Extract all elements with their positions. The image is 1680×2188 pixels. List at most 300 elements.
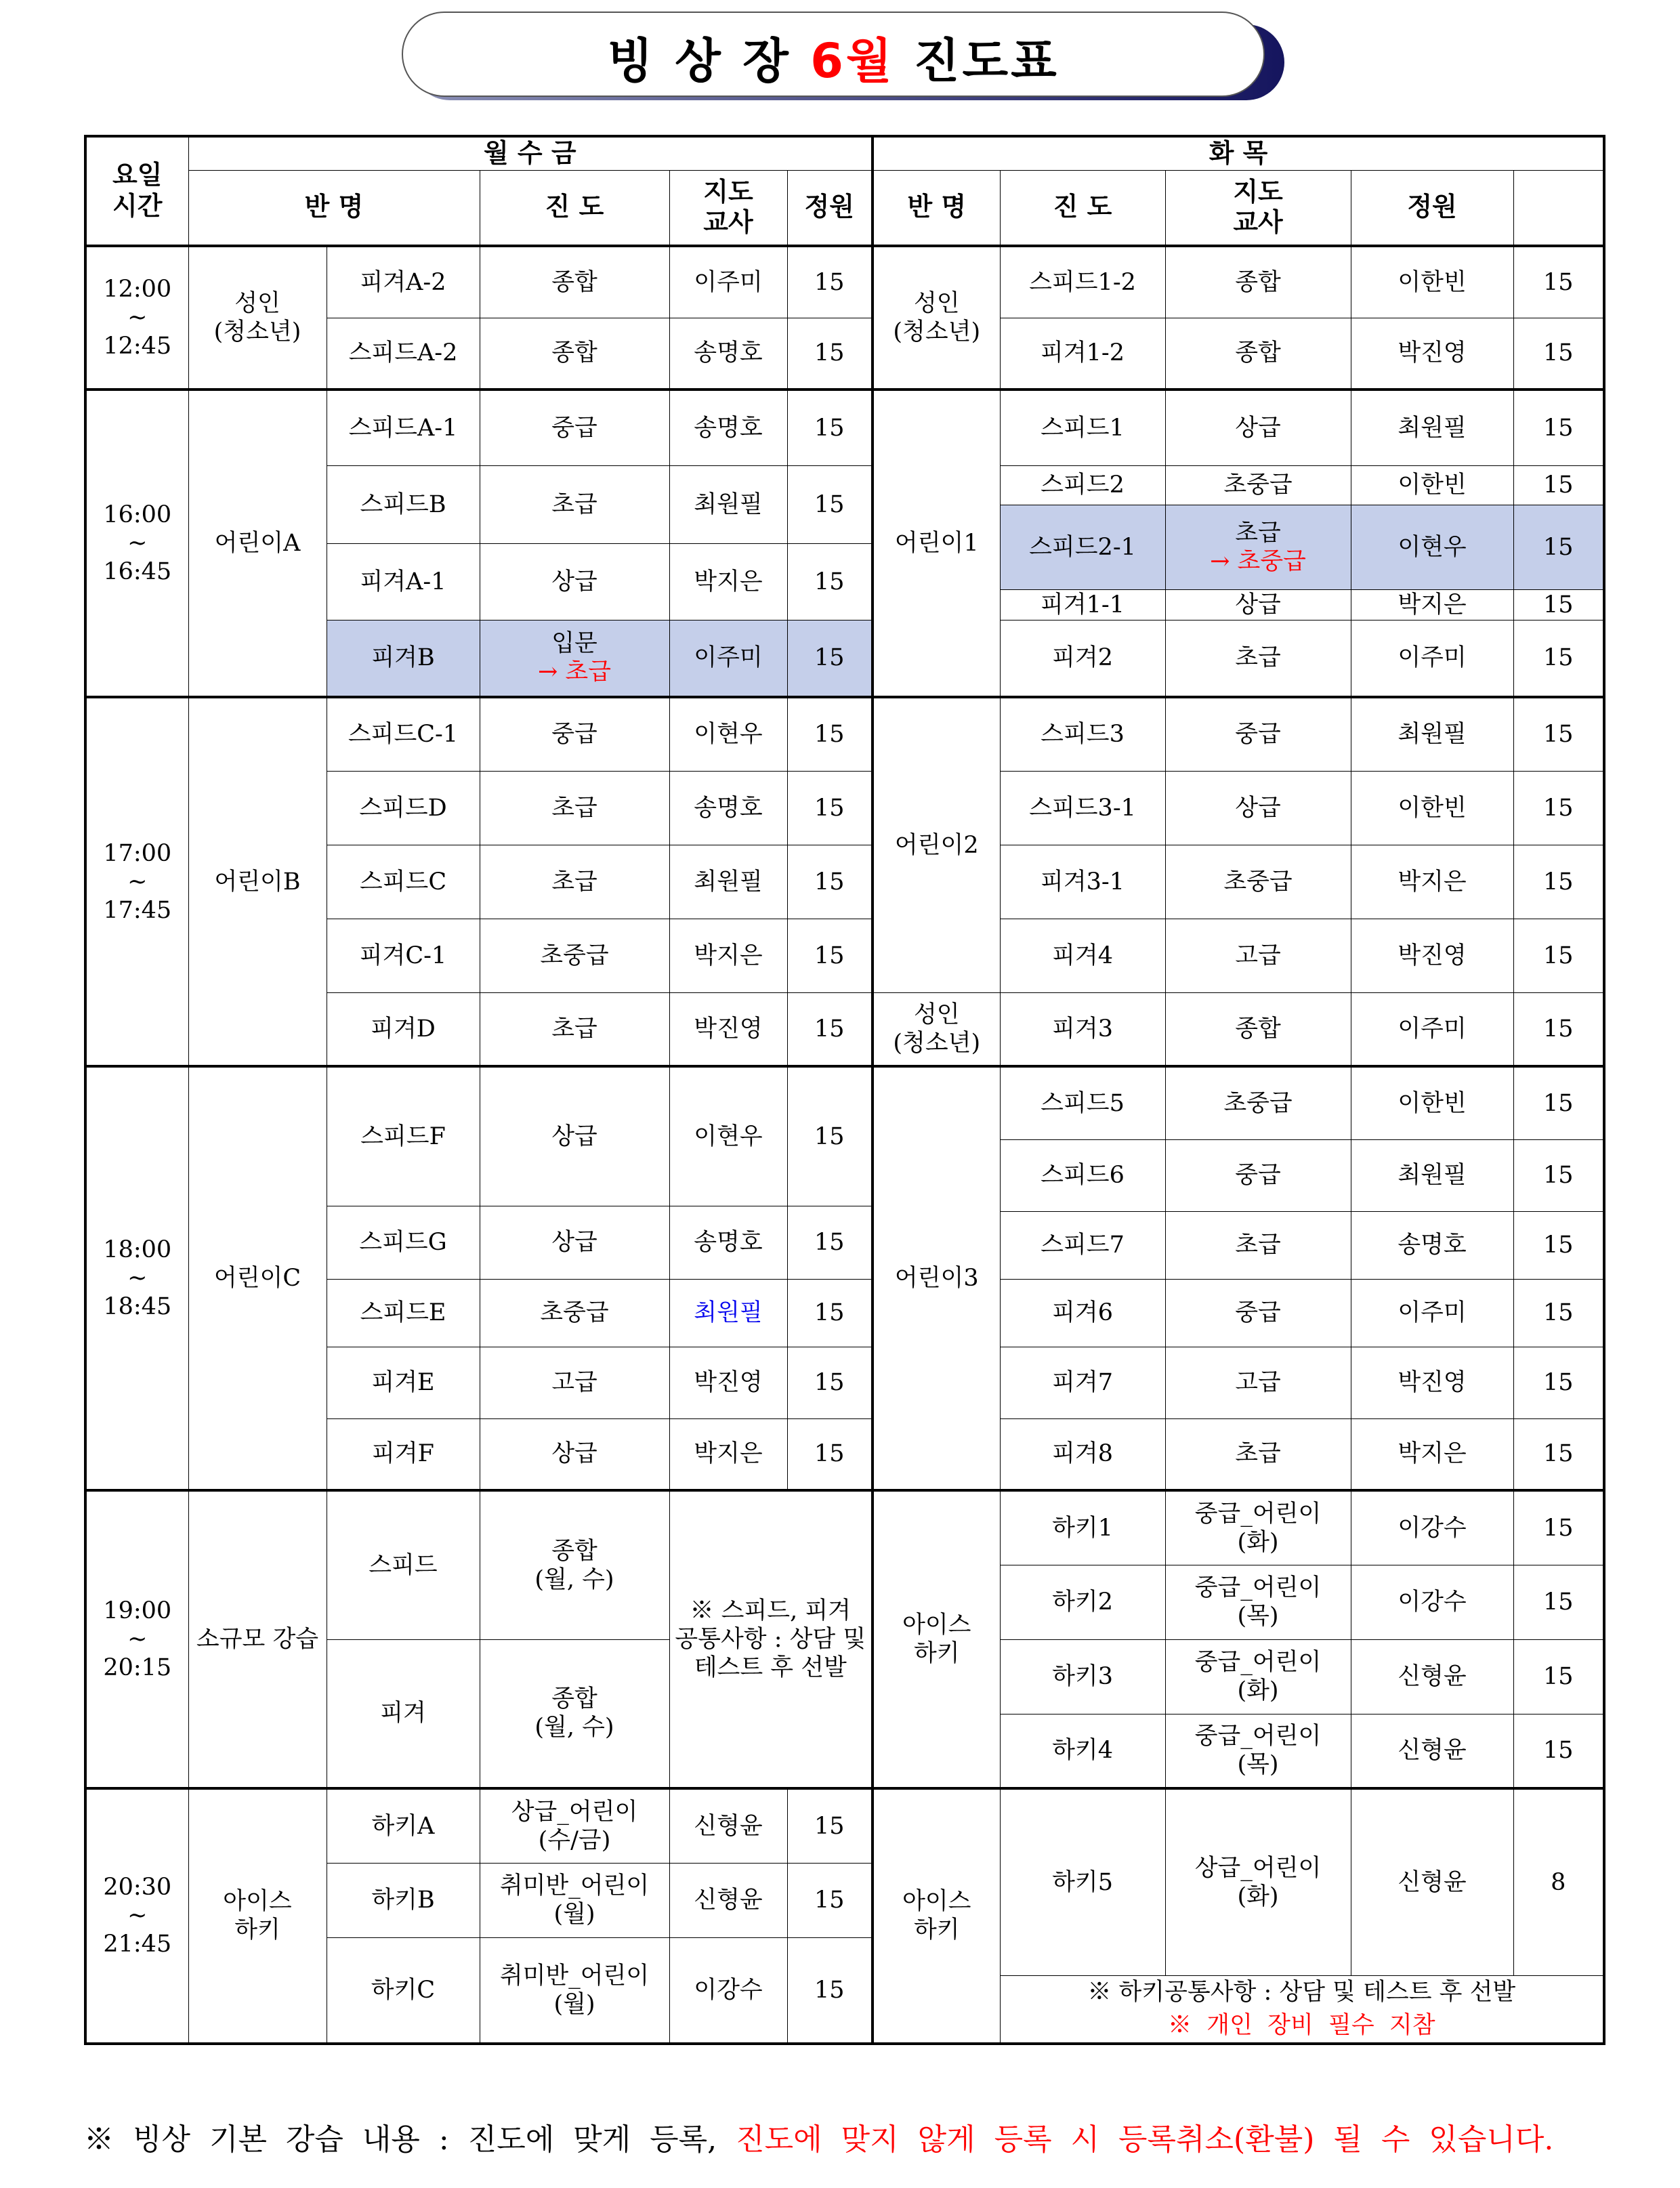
right-level-text: 고급 xyxy=(1235,942,1281,969)
right-teacher-text: 이한빈 xyxy=(1398,1089,1467,1117)
left-level-text: 초급 xyxy=(551,1015,597,1043)
right-level xyxy=(1165,505,1351,589)
left-level xyxy=(480,771,669,845)
right-capacity xyxy=(1513,1066,1604,1139)
left-class xyxy=(327,771,480,845)
left-level-text: 종합 (월, 수) xyxy=(534,1537,614,1593)
left-capacity xyxy=(787,246,873,318)
right-teacher-text: 박지은 xyxy=(1398,1440,1467,1468)
left-capacity xyxy=(787,318,873,390)
left-class-text: 스피드 xyxy=(369,1551,438,1579)
right-capacity xyxy=(1513,620,1604,697)
right-class xyxy=(1000,1279,1165,1347)
left-teacher-text: 송명호 xyxy=(694,339,763,367)
left-capacity xyxy=(787,543,873,620)
left-capacity-text: 15 xyxy=(814,1122,845,1150)
left-group-text: 성인 (청소년) xyxy=(213,290,301,345)
time-slot-text: 19:00 ~ 20:15 xyxy=(103,1597,172,1681)
right-teacher-text: 이한빈 xyxy=(1398,471,1467,499)
right-class xyxy=(1000,1418,1165,1490)
right-capacity-text: 15 xyxy=(1543,1232,1574,1259)
left-teacher-text: 이강수 xyxy=(694,1976,763,2004)
right-class xyxy=(1000,318,1165,390)
right-level-text: 중급 xyxy=(1235,1162,1281,1189)
right-class xyxy=(1000,1788,1165,1975)
right-teacher xyxy=(1351,1639,1513,1714)
header-capacity xyxy=(787,170,873,246)
right-capacity-text: 15 xyxy=(1543,268,1574,296)
right-capacity xyxy=(1513,1347,1604,1418)
right-level-text: 상급 xyxy=(1235,591,1281,618)
right-level xyxy=(1165,1066,1351,1139)
header-class-name xyxy=(873,170,1000,246)
table-row xyxy=(85,136,1604,170)
left-capacity-text: 15 xyxy=(814,568,845,595)
left-class xyxy=(327,919,480,992)
left-capacity xyxy=(787,1937,873,2044)
left-teacher xyxy=(669,1863,787,1937)
header-capacity-text: 정원 xyxy=(1407,192,1457,222)
right-teacher xyxy=(1351,1490,1513,1565)
title-suffix: 진도표 xyxy=(894,33,1059,89)
right-teacher xyxy=(1351,1565,1513,1639)
left-class-text: 스피드B xyxy=(360,490,446,518)
right-group xyxy=(873,246,1000,390)
right-level-text: 중급_어린이 (목) xyxy=(1194,1574,1322,1630)
right-capacity xyxy=(1513,1639,1604,1714)
right-capacity-text: 15 xyxy=(1543,1369,1574,1396)
left-class xyxy=(327,620,480,697)
time-slot-text: 16:00 ~ 16:45 xyxy=(103,501,172,585)
left-teacher xyxy=(669,246,787,318)
time-slot-text: 18:00 ~ 18:45 xyxy=(103,1236,172,1320)
header-group-tue-thu xyxy=(873,136,1604,170)
header-teacher-text: 지도 교사 xyxy=(1233,176,1283,238)
title-prefix: 빙 상 장 xyxy=(607,33,811,89)
left-capacity-text: 15 xyxy=(814,1440,845,1468)
right-class xyxy=(1000,1139,1165,1211)
left-group xyxy=(188,390,327,697)
right-group-2-text: 성인 (청소년) xyxy=(893,1001,981,1057)
left-capacity xyxy=(787,919,873,992)
left-level-text: 초급 xyxy=(551,490,597,518)
right-class xyxy=(1000,246,1165,318)
right-capacity-text: 15 xyxy=(1543,794,1574,822)
left-level xyxy=(480,1788,669,1863)
table-row xyxy=(85,246,1604,318)
right-capacity-text: 15 xyxy=(1543,942,1574,969)
left-class-text: 피겨C-1 xyxy=(359,942,447,969)
left-group xyxy=(188,246,327,390)
right-teacher xyxy=(1351,697,1513,771)
header-group-tue-thu-text: 화 목 xyxy=(1209,138,1268,168)
left-level xyxy=(480,1639,669,1788)
left-teacher xyxy=(669,1937,787,2044)
footer-note-red: 진도에 맞지 않게 등록 시 등록취소(환불) 될 수 있습니다. xyxy=(736,2122,1554,2157)
right-capacity xyxy=(1513,1788,1604,1975)
right-class xyxy=(1000,1490,1165,1565)
right-level-text: 상급_어린이 (화) xyxy=(1194,1854,1322,1910)
right-teacher xyxy=(1351,620,1513,697)
right-class xyxy=(1000,1565,1165,1639)
left-capacity-text: 15 xyxy=(814,414,845,442)
left-teacher-text: 박지은 xyxy=(694,942,763,969)
right-group xyxy=(873,697,1000,992)
right-teacher-text: 박진영 xyxy=(1398,339,1467,367)
left-teacher xyxy=(669,771,787,845)
left-class-text: 하키B xyxy=(371,1887,435,1914)
right-teacher-text: 이한빈 xyxy=(1398,794,1467,822)
right-level xyxy=(1165,992,1351,1066)
left-capacity-text: 15 xyxy=(814,490,845,518)
right-group xyxy=(873,390,1000,697)
right-capacity-text: 15 xyxy=(1543,1663,1574,1690)
left-level-text: 중급 xyxy=(551,721,597,749)
right-teacher-text: 이주미 xyxy=(1398,1015,1467,1043)
left-capacity-text: 15 xyxy=(814,1369,845,1396)
left-teacher xyxy=(669,1206,787,1279)
left-class-text: 하키A xyxy=(371,1812,435,1840)
right-class-text: 하키3 xyxy=(1052,1663,1113,1690)
right-level-text: 초급 xyxy=(1235,1440,1281,1468)
right-class-text: 피겨8 xyxy=(1052,1440,1113,1468)
left-level xyxy=(480,1490,669,1639)
left-level-text: 종합 xyxy=(551,268,597,296)
left-class xyxy=(327,845,480,919)
right-level xyxy=(1165,845,1351,919)
right-level xyxy=(1165,1279,1351,1347)
left-class-text: 피겨A-1 xyxy=(360,568,446,595)
right-class-text: 스피드3-1 xyxy=(1029,794,1136,822)
left-teacher xyxy=(669,919,787,992)
right-level xyxy=(1165,1211,1351,1279)
right-capacity xyxy=(1513,845,1604,919)
right-teacher xyxy=(1351,246,1513,318)
right-group-text: 어린이3 xyxy=(894,1265,979,1292)
right-capacity xyxy=(1513,465,1604,505)
left-class-text: 피겨 xyxy=(380,1700,426,1727)
left-capacity-text: 15 xyxy=(814,942,845,969)
left-level-text: 초급 xyxy=(551,794,597,822)
left-capacity xyxy=(787,992,873,1066)
left-level-text: 초중급 xyxy=(540,1299,609,1326)
left-capacity xyxy=(787,771,873,845)
left-class xyxy=(327,318,480,390)
left-class xyxy=(327,697,480,771)
time-slot xyxy=(85,1788,188,2044)
left-teacher-text: 송명호 xyxy=(694,414,763,442)
title-month: 6월 xyxy=(810,33,895,89)
left-level-text: 상급 xyxy=(551,1440,597,1468)
left-level xyxy=(480,390,669,465)
right-teacher-text: 최원필 xyxy=(1398,721,1467,749)
right-level xyxy=(1165,620,1351,697)
right-level xyxy=(1165,1347,1351,1418)
left-teacher-text: 최원필 xyxy=(694,1299,763,1326)
right-level xyxy=(1165,246,1351,318)
right-level-text: 초급 xyxy=(1235,644,1281,672)
left-class xyxy=(327,1639,480,1788)
left-class-text: 스피드A-2 xyxy=(348,339,458,367)
right-class xyxy=(1000,1347,1165,1418)
right-teacher-text: 이주미 xyxy=(1398,1299,1467,1326)
left-teacher-text: 이현우 xyxy=(694,721,763,749)
left-capacity-text: 15 xyxy=(814,1299,845,1326)
right-teacher-text: 신형윤 xyxy=(1398,1663,1467,1690)
left-class xyxy=(327,1279,480,1347)
left-capacity-text: 15 xyxy=(814,721,845,749)
left-capacity xyxy=(787,1347,873,1418)
right-level xyxy=(1165,1714,1351,1788)
right-capacity-text: 15 xyxy=(1543,1089,1574,1117)
time-slot xyxy=(85,1066,188,1490)
right-class-text: 스피드2 xyxy=(1041,471,1125,499)
left-teacher xyxy=(669,992,787,1066)
right-class-text: 피겨4 xyxy=(1052,942,1113,969)
right-level-text: 중급 xyxy=(1235,721,1281,749)
right-level xyxy=(1165,1639,1351,1714)
right-teacher-text: 박지은 xyxy=(1398,591,1467,618)
table-row xyxy=(85,1788,1604,1863)
left-capacity-text: 15 xyxy=(814,1976,845,2004)
right-level-text: 종합 xyxy=(1235,1015,1281,1043)
time-slot xyxy=(85,1490,188,1788)
header-teacher-text: 지도 교사 xyxy=(703,176,753,238)
left-teacher-text: 송명호 xyxy=(694,1229,763,1256)
right-capacity xyxy=(1513,390,1604,465)
right-class-text: 스피드1-2 xyxy=(1029,268,1136,296)
right-teacher-text: 이한빈 xyxy=(1398,268,1467,296)
left-note xyxy=(669,1490,873,1788)
right-capacity-text: 15 xyxy=(1543,868,1574,896)
title-banner xyxy=(401,11,1288,103)
right-level xyxy=(1165,1565,1351,1639)
schedule-table xyxy=(84,135,1605,2045)
right-level xyxy=(1165,1139,1351,1211)
right-class xyxy=(1000,771,1165,845)
right-class-text: 하키5 xyxy=(1052,1868,1113,1896)
left-level-text: 입문 xyxy=(551,630,597,658)
time-slot xyxy=(85,697,188,1066)
left-class xyxy=(327,992,480,1066)
left-capacity-text: 15 xyxy=(814,644,845,672)
left-teacher-text: 최원필 xyxy=(694,490,763,518)
left-capacity xyxy=(787,1788,873,1863)
left-class-text: 스피드F xyxy=(360,1122,446,1150)
right-group-text: 아이스 하키 xyxy=(902,1612,971,1667)
left-capacity-text: 15 xyxy=(814,339,845,367)
left-class-text: 피겨F xyxy=(372,1440,434,1468)
left-class-text: 하키C xyxy=(371,1976,436,2004)
right-capacity xyxy=(1513,992,1604,1066)
header-group-mon-wed-fri-text: 월 수 금 xyxy=(483,138,576,168)
right-capacity xyxy=(1513,1714,1604,1788)
right-capacity-text: 15 xyxy=(1543,414,1574,442)
left-teacher xyxy=(669,465,787,543)
right-class-text: 피겨3 xyxy=(1052,1015,1113,1043)
right-level-text: 초중급 xyxy=(1223,471,1293,499)
left-class xyxy=(327,1066,480,1206)
right-capacity xyxy=(1513,1139,1604,1211)
right-level-change: → 초중급 xyxy=(1210,547,1306,575)
left-group xyxy=(188,1066,327,1490)
left-level xyxy=(480,1066,669,1206)
right-teacher xyxy=(1351,1066,1513,1139)
left-level xyxy=(480,1418,669,1490)
right-teacher-text: 박지은 xyxy=(1398,868,1467,896)
left-class-text: 스피드A-1 xyxy=(348,414,458,442)
right-level xyxy=(1165,1490,1351,1565)
right-teacher xyxy=(1351,845,1513,919)
left-teacher xyxy=(669,1279,787,1347)
left-teacher-text: 이주미 xyxy=(694,644,763,672)
right-note-text: ※ 하키공통사항 : 상담 및 테스트 후 선발 xyxy=(1087,1978,1516,2006)
time-slot-text: 12:00 ~ 12:45 xyxy=(103,276,172,360)
header-group-mon-wed-fri xyxy=(188,136,873,170)
right-group-text: 아이스 하키 xyxy=(902,1888,971,1944)
right-teacher xyxy=(1351,1347,1513,1418)
left-teacher-text: 박진영 xyxy=(694,1015,763,1043)
right-capacity xyxy=(1513,697,1604,771)
right-capacity-text: 15 xyxy=(1543,339,1574,367)
left-level xyxy=(480,1347,669,1418)
header-class-name xyxy=(188,170,480,246)
left-group-text: 어린이A xyxy=(214,530,301,557)
right-class xyxy=(1000,1639,1165,1714)
left-class xyxy=(327,1347,480,1418)
left-level xyxy=(480,1279,669,1347)
right-class-text: 피겨7 xyxy=(1052,1369,1113,1396)
right-capacity-text: 15 xyxy=(1543,1162,1574,1189)
right-note xyxy=(1000,1975,1604,2044)
right-level-text: 종합 xyxy=(1235,339,1281,367)
right-level xyxy=(1165,1788,1351,1975)
right-class xyxy=(1000,589,1165,620)
right-class-text: 피겨2 xyxy=(1052,644,1113,672)
header-time-label: 시간 xyxy=(112,191,163,221)
right-teacher-text: 박진영 xyxy=(1398,1369,1467,1396)
left-level xyxy=(480,620,669,697)
left-class xyxy=(327,1490,480,1639)
left-capacity-text: 15 xyxy=(814,1229,845,1256)
header-teacher xyxy=(1165,170,1351,246)
right-class-text: 하키2 xyxy=(1052,1589,1113,1616)
header-teacher xyxy=(669,170,787,246)
time-slot xyxy=(85,246,188,390)
left-level xyxy=(480,246,669,318)
right-teacher-text: 신형윤 xyxy=(1398,1737,1467,1765)
left-note-text: ※ 스피드, 피겨 공통사항 : 상담 및 테스트 후 선발 xyxy=(675,1597,866,1681)
left-capacity xyxy=(787,1066,873,1206)
right-class-text: 스피드1 xyxy=(1041,414,1125,442)
right-class xyxy=(1000,845,1165,919)
left-level xyxy=(480,919,669,992)
right-class xyxy=(1000,1066,1165,1139)
right-teacher xyxy=(1351,1139,1513,1211)
right-class-text: 피겨1-1 xyxy=(1041,591,1125,618)
right-capacity-text: 8 xyxy=(1551,1868,1566,1896)
right-level xyxy=(1165,465,1351,505)
right-class xyxy=(1000,465,1165,505)
right-level xyxy=(1165,919,1351,992)
left-capacity xyxy=(787,1418,873,1490)
right-teacher-text: 신형윤 xyxy=(1398,1868,1467,1896)
left-teacher xyxy=(669,697,787,771)
table-row xyxy=(85,170,1604,246)
header-progress xyxy=(480,170,669,246)
right-class xyxy=(1000,390,1165,465)
footer-note xyxy=(84,2115,1642,2158)
right-teacher-text: 송명호 xyxy=(1398,1232,1467,1259)
right-class-text: 하키4 xyxy=(1052,1737,1113,1765)
right-teacher xyxy=(1351,1279,1513,1347)
right-teacher xyxy=(1351,992,1513,1066)
left-group-text: 어린이B xyxy=(214,868,301,896)
left-level xyxy=(480,697,669,771)
left-level-text: 상급 xyxy=(551,1122,597,1150)
right-teacher-text: 박진영 xyxy=(1398,942,1467,969)
left-capacity-text: 15 xyxy=(814,1887,845,1914)
right-teacher xyxy=(1351,1788,1513,1975)
left-teacher-text: 이현우 xyxy=(694,1122,763,1150)
header-day-label: 요일 xyxy=(112,160,163,190)
right-capacity xyxy=(1513,1565,1604,1639)
header-class-name-text: 반 명 xyxy=(304,192,364,222)
left-capacity xyxy=(787,697,873,771)
right-class-text: 피겨6 xyxy=(1052,1299,1113,1326)
right-group xyxy=(873,1490,1000,1788)
left-class-text: 스피드E xyxy=(360,1299,446,1326)
left-class xyxy=(327,465,480,543)
left-group-text: 아이스 하키 xyxy=(223,1888,292,1944)
right-capacity-text: 15 xyxy=(1543,1737,1574,1765)
left-capacity xyxy=(787,845,873,919)
left-level-text: 상급 xyxy=(551,568,597,595)
right-level xyxy=(1165,318,1351,390)
right-level xyxy=(1165,697,1351,771)
right-teacher xyxy=(1351,390,1513,465)
right-level-text: 종합 xyxy=(1235,268,1281,296)
left-capacity-text: 15 xyxy=(814,1812,845,1840)
right-teacher-text: 이현우 xyxy=(1398,533,1467,561)
left-level xyxy=(480,1937,669,2044)
right-capacity-text: 15 xyxy=(1543,591,1574,618)
right-class xyxy=(1000,1211,1165,1279)
right-teacher xyxy=(1351,589,1513,620)
right-group-text: 성인 (청소년) xyxy=(893,290,981,345)
right-capacity-text: 15 xyxy=(1543,533,1574,561)
right-teacher xyxy=(1351,1211,1513,1279)
left-group xyxy=(188,1490,327,1788)
left-class xyxy=(327,246,480,318)
table-row xyxy=(85,390,1604,465)
right-level-text: 상급 xyxy=(1235,414,1281,442)
right-capacity-text: 15 xyxy=(1543,721,1574,749)
right-capacity-text: 15 xyxy=(1543,1514,1574,1542)
right-level-text: 중급_어린이 (화) xyxy=(1194,1649,1322,1704)
right-class-text: 피겨1-2 xyxy=(1041,339,1125,367)
right-teacher xyxy=(1351,465,1513,505)
right-capacity-text: 15 xyxy=(1543,644,1574,672)
left-class xyxy=(327,1863,480,1937)
right-level xyxy=(1165,589,1351,620)
right-teacher-text: 최원필 xyxy=(1398,414,1467,442)
left-group-text: 어린이C xyxy=(213,1265,301,1292)
right-teacher-text: 이강수 xyxy=(1398,1514,1467,1542)
header-progress xyxy=(1000,170,1165,246)
header-progress-text: 진 도 xyxy=(545,192,604,222)
left-class xyxy=(327,1788,480,1863)
